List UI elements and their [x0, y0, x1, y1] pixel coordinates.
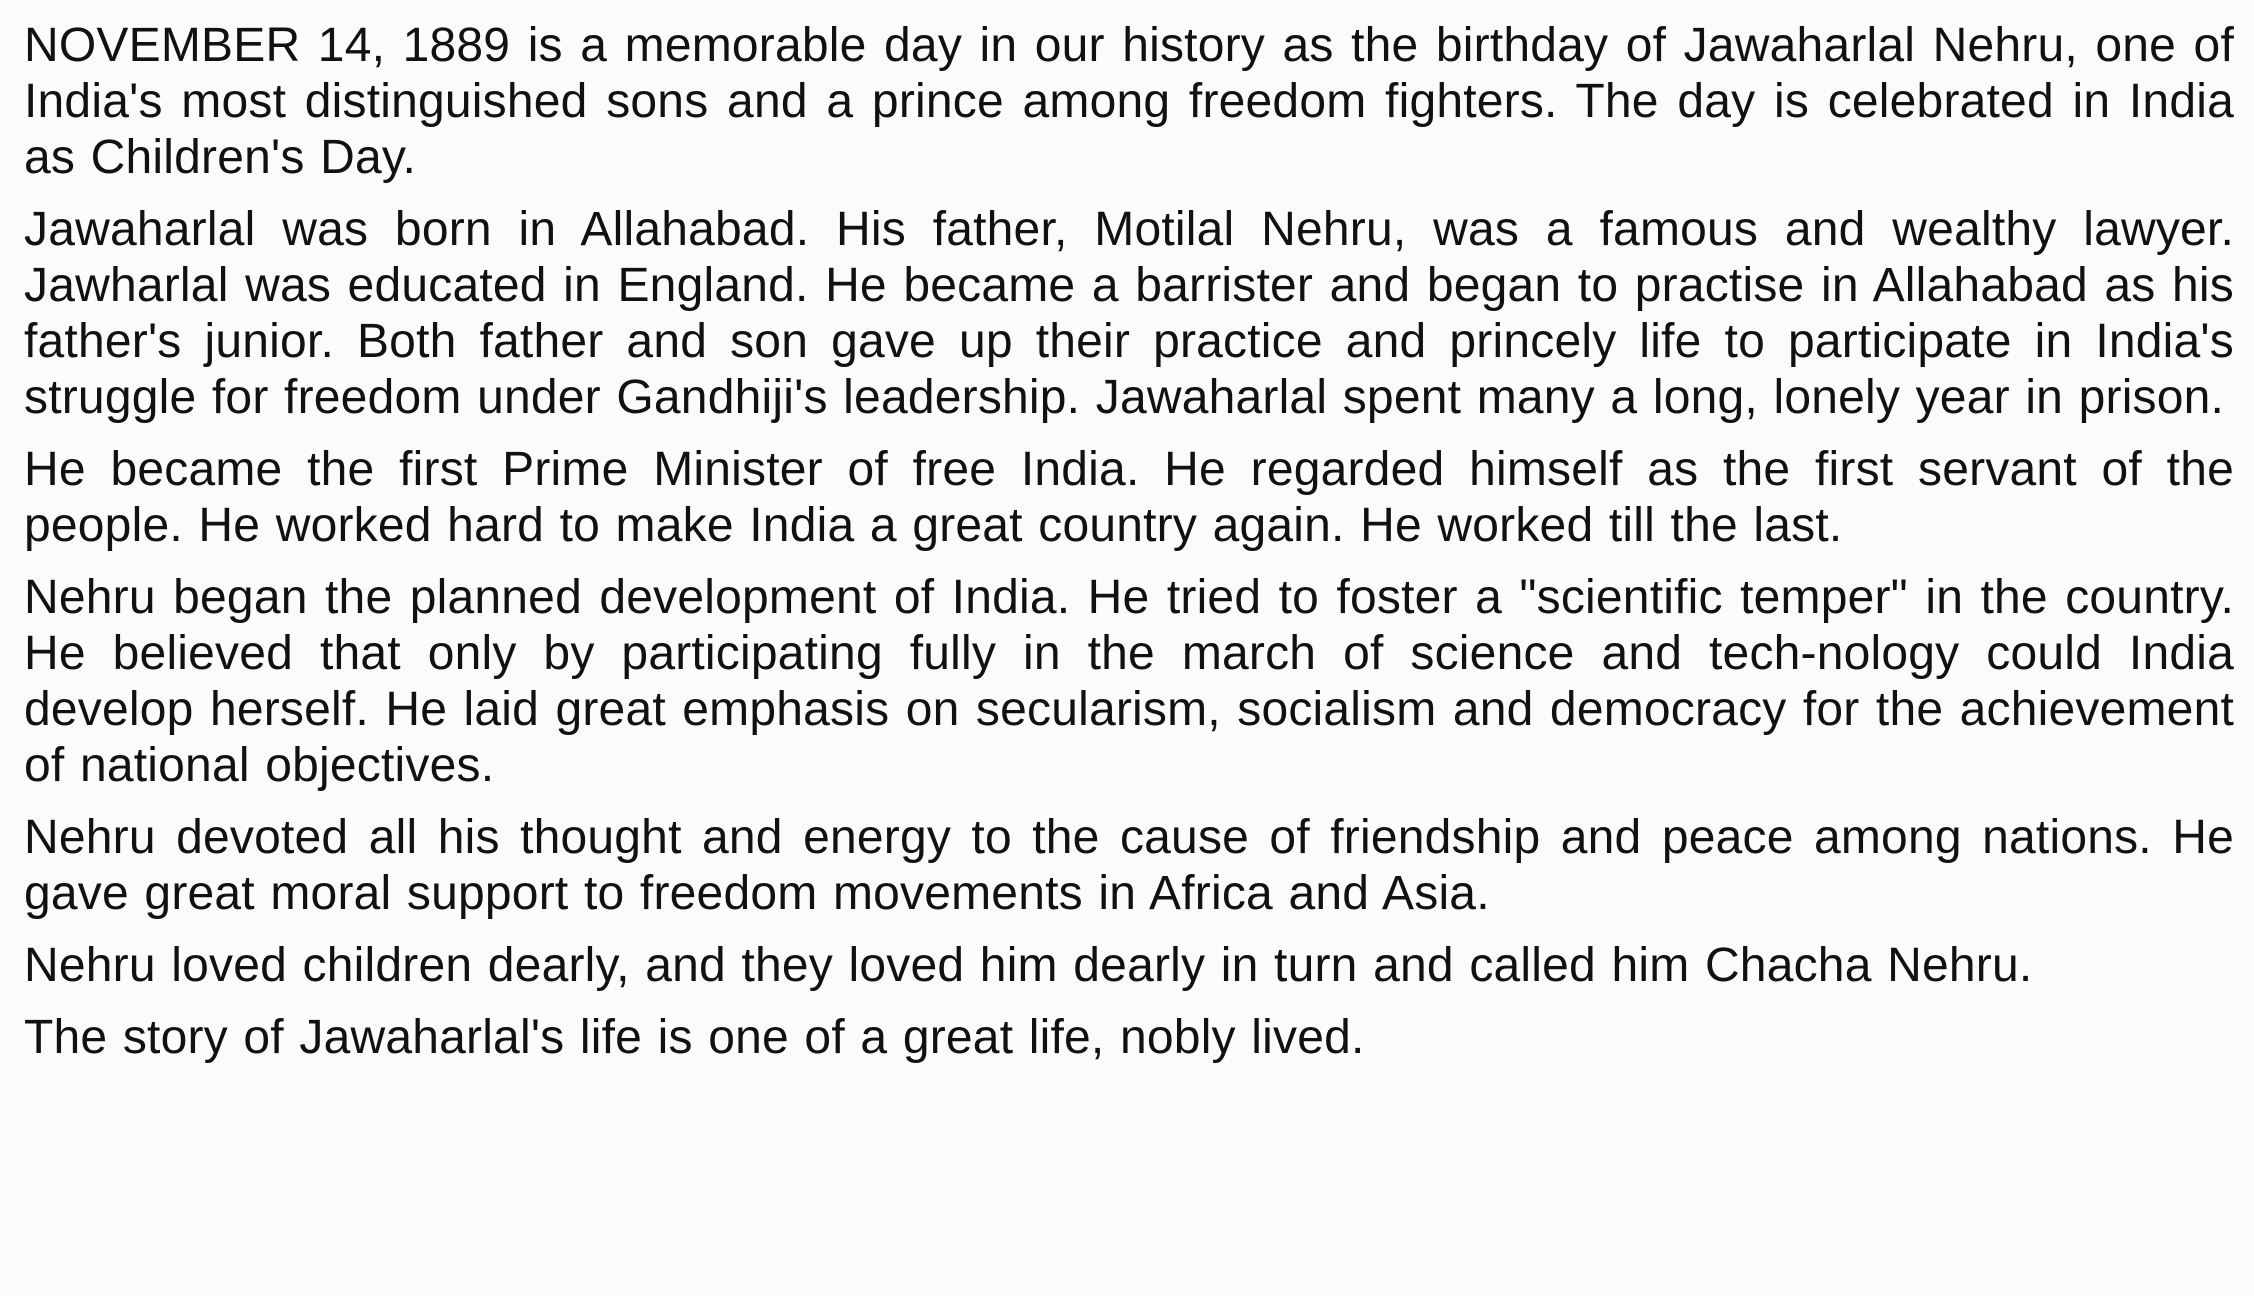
paragraph-conclusion: The story of Jawaharlal's life is one of a great life, nobly lived. — [24, 1011, 1365, 1064]
paragraph-prime-minister: He became the first Prime Minister of free India. He regarded himself as the first servant of the people. He worked hard to make India a great country again. He worked till the last. — [24, 443, 2234, 552]
paragraph-peace: Nehru devoted all his thought and energy to the cause of friendship and peace among nations. He gave great moral support to freedom movements in Africa and Asia. — [24, 811, 2234, 920]
paragraph-birthday: NOVEMBER 14, 1889 is a memorable day in our history as the birthday of Jawaharlal Nehru, one of India's most distinguished sons and a prince among freedom fighters. The day is celebrated in India as Children's Day. — [24, 19, 2234, 184]
paragraph-children: Nehru loved children dearly, and they loved him dearly in turn and called him Chacha Nehru. — [24, 939, 2033, 992]
paragraph-development: Nehru began the planned development of India. He tried to foster a "scientific temper" in the country. He believed that only by participating fully in the march of science and tech-nology could India develop herself. He laid great emphasis on secularism, socialism and democracy for the achievement of national objectives. — [24, 571, 2234, 792]
paragraph-early-life: Jawaharlal was born in Allahabad. His father, Motilal Nehru, was a famous and wealthy lawyer. Jawharlal was educated in England. He became a barrister and began to practise in Allahabad as his father's junior. Both father and son gave up their practice and princely life to participate in India's struggle for freedom under Gandhiji's leadership. Jawaharlal spent many a long, lonely year in prison. — [24, 203, 2234, 424]
